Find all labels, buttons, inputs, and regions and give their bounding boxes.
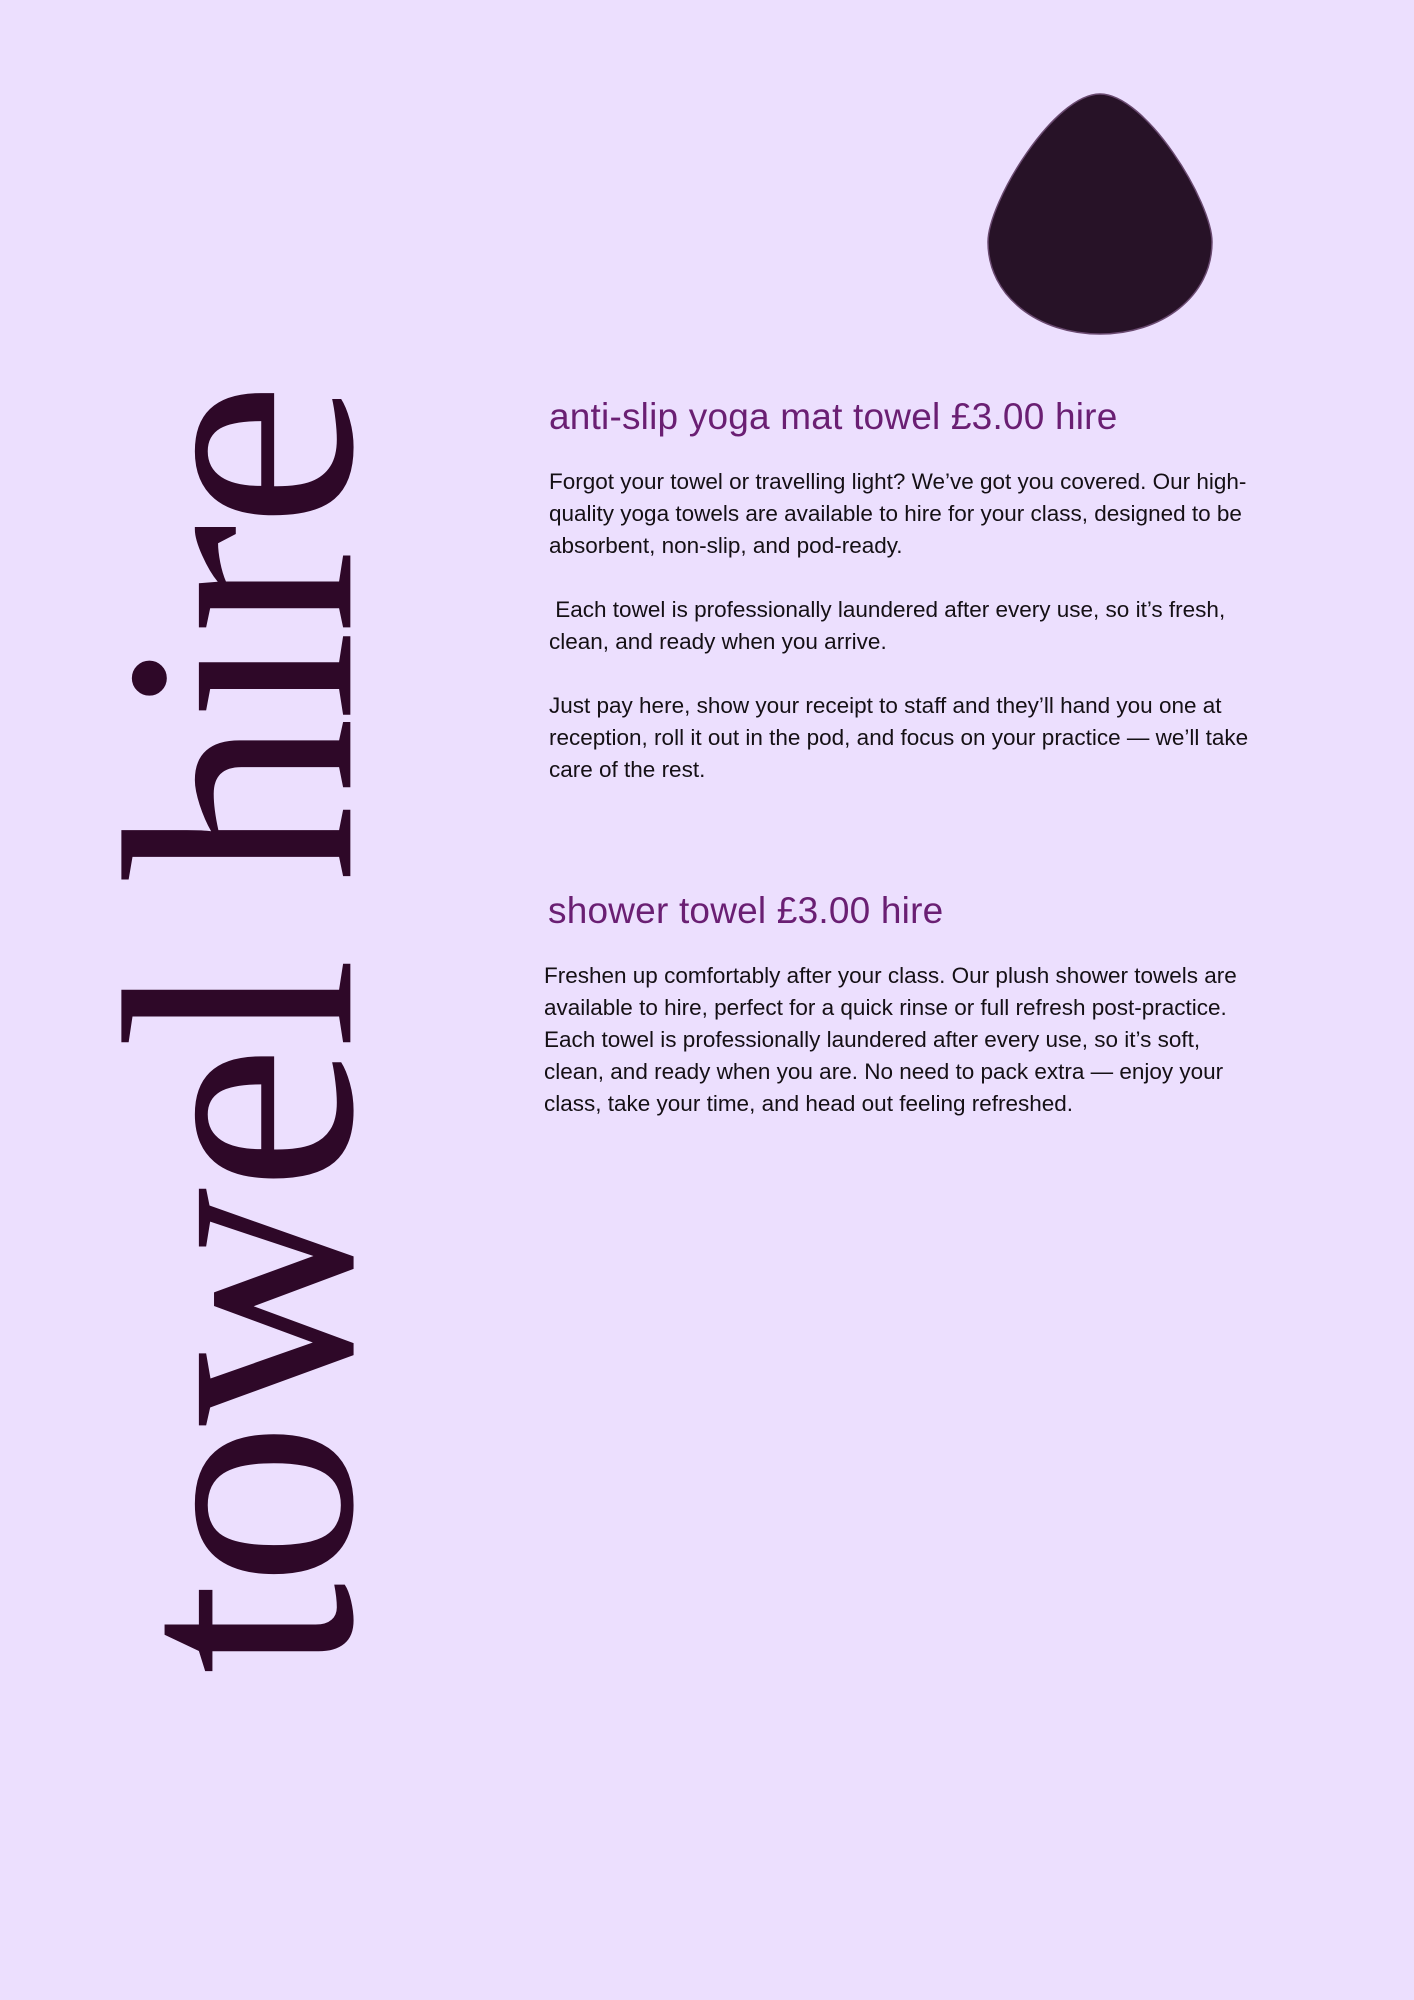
- yoga-towel-paragraph-2: Each towel is professionally laundered after every use, so it’s fresh, clean, and ready when you arrive.: [549, 597, 1232, 654]
- page-title: towel hire: [57, 385, 423, 1675]
- shower-towel-paragraph: Freshen up comfortably after your class. Our plush shower towels are available to hire, perfect for a quick rinse or full refresh post-practice. Each towel is professionally laundered after every use, so it’s soft, clean, and ready when you are. No need to pack extra — enjoy your class, take your time, and head out feeling refreshed.: [544, 963, 1237, 1116]
- yoga-towel-paragraph-3: Just pay here, show your receipt to staff and they’ll hand you one at reception, roll it out in the pod, and focus on your practice — we’ll take care of the rest.: [549, 693, 1249, 782]
- shower-towel-section: [544, 890, 1244, 1120]
- vertical-title-container: [57, 385, 423, 1675]
- egg-shape-icon: [986, 92, 1214, 336]
- shower-towel-heading: shower towel £3.00 hire: [548, 890, 944, 931]
- yoga-towel-heading: anti-slip yoga mat towel £3.00 hire: [549, 396, 1118, 437]
- yoga-towel-section: [549, 396, 1249, 786]
- yoga-towel-paragraph-1: Forgot your towel or travelling light? We’ve got you covered. Our high-quality yoga towels are available to hire for your class, designed to be absorbent, non-slip, and pod-ready.: [549, 469, 1247, 558]
